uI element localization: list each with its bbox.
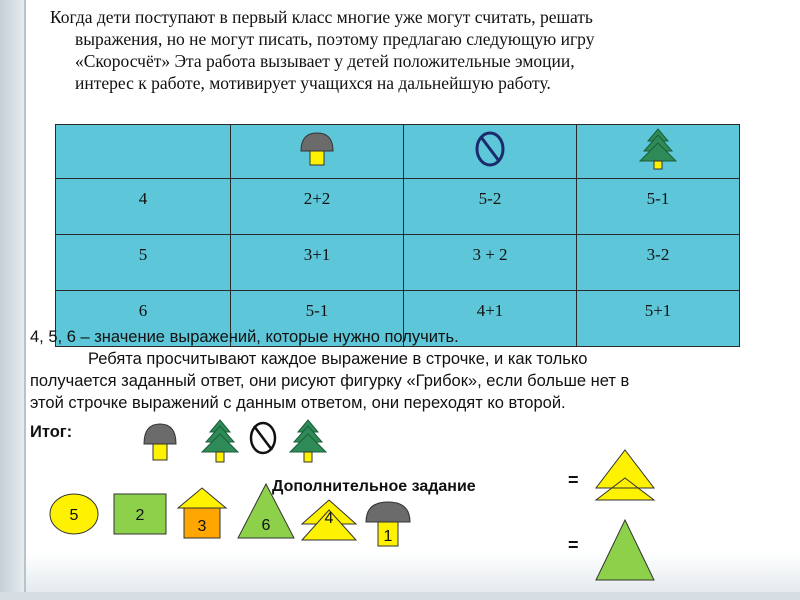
row-answer: 4 <box>56 179 231 235</box>
expression-cell: 5-1 <box>231 291 404 347</box>
expression-cell: 5-2 <box>404 179 577 235</box>
expression-cell: 3 + 2 <box>404 235 577 291</box>
extra-task-label: Дополнительное задание <box>272 478 476 495</box>
result-icons <box>140 418 340 466</box>
expression-cell: 5-1 <box>577 179 740 235</box>
description-line: Ребята просчитывают каждое выражение в строчке, и как только <box>88 350 588 368</box>
no-sign-icon <box>251 423 275 453</box>
number-figures <box>44 480 424 552</box>
table-header-row <box>56 125 740 179</box>
no-sign-icon <box>470 129 510 169</box>
description-line: 4, 5, 6 – значение выражений, которые нужно получить. <box>30 328 459 346</box>
mushroom-icon <box>297 129 337 169</box>
expression-cell: 5+1 <box>577 291 740 347</box>
slide-frame-bottom <box>0 592 800 600</box>
equals-sign: = <box>568 535 579 555</box>
row-answer: 6 <box>56 291 231 347</box>
description-text <box>30 326 770 414</box>
house-figure <box>178 488 226 538</box>
description-line: получается заданный ответ, они рисуют фигурку «Грибок», если больше нет в <box>30 372 630 390</box>
slide-frame-left <box>0 0 26 600</box>
game-table <box>55 124 740 347</box>
expression-cell: 3-2 <box>577 235 740 291</box>
figure-number: 3 <box>197 518 207 535</box>
square-figure <box>114 494 166 534</box>
intro-line: интерес к работе, мотивирует учащихся на дальнейшую работу. <box>75 73 551 93</box>
hourglass-figure <box>302 500 356 540</box>
table-header-no <box>404 125 577 179</box>
figure-number: 2 <box>135 507 145 524</box>
table-header-empty <box>56 125 231 179</box>
description-line: этой строчке выражений с данным ответом, они переходят ко второй. <box>30 394 566 412</box>
triangle-figure <box>238 484 294 538</box>
result-label: Итог: <box>30 423 73 441</box>
table-header-tree <box>577 125 740 179</box>
tree-icon <box>290 420 326 462</box>
expression-cell: 2+2 <box>231 179 404 235</box>
table-row <box>56 179 740 235</box>
expression-cell: 3+1 <box>231 235 404 291</box>
triangle-answer-figure <box>590 518 660 584</box>
figure-number: 4 <box>324 510 334 527</box>
equals-sign: = <box>568 470 579 490</box>
intro-text <box>50 6 760 94</box>
mushroom-icon <box>144 424 176 460</box>
figure-number: 5 <box>69 507 79 524</box>
intro-line: выражения, но не могут писать, поэтому предлагаю следующую игру <box>75 29 595 49</box>
figure-number: 6 <box>261 517 271 534</box>
hourglass-answer-figure <box>590 448 660 504</box>
mushroom-figure <box>366 502 410 546</box>
circle-figure <box>50 494 98 534</box>
tree-icon <box>636 127 680 171</box>
tree-icon <box>202 420 238 462</box>
table-header-mushroom <box>231 125 404 179</box>
table-row <box>56 235 740 291</box>
row-answer: 5 <box>56 235 231 291</box>
intro-line: Когда дети поступают в первый класс многие уже могут считать, решать <box>50 7 593 27</box>
expression-cell: 4+1 <box>404 291 577 347</box>
intro-line: «Скоросчёт» Эта работа вызывает у детей положительные эмоции, <box>75 51 575 71</box>
figure-number: 1 <box>383 528 393 545</box>
